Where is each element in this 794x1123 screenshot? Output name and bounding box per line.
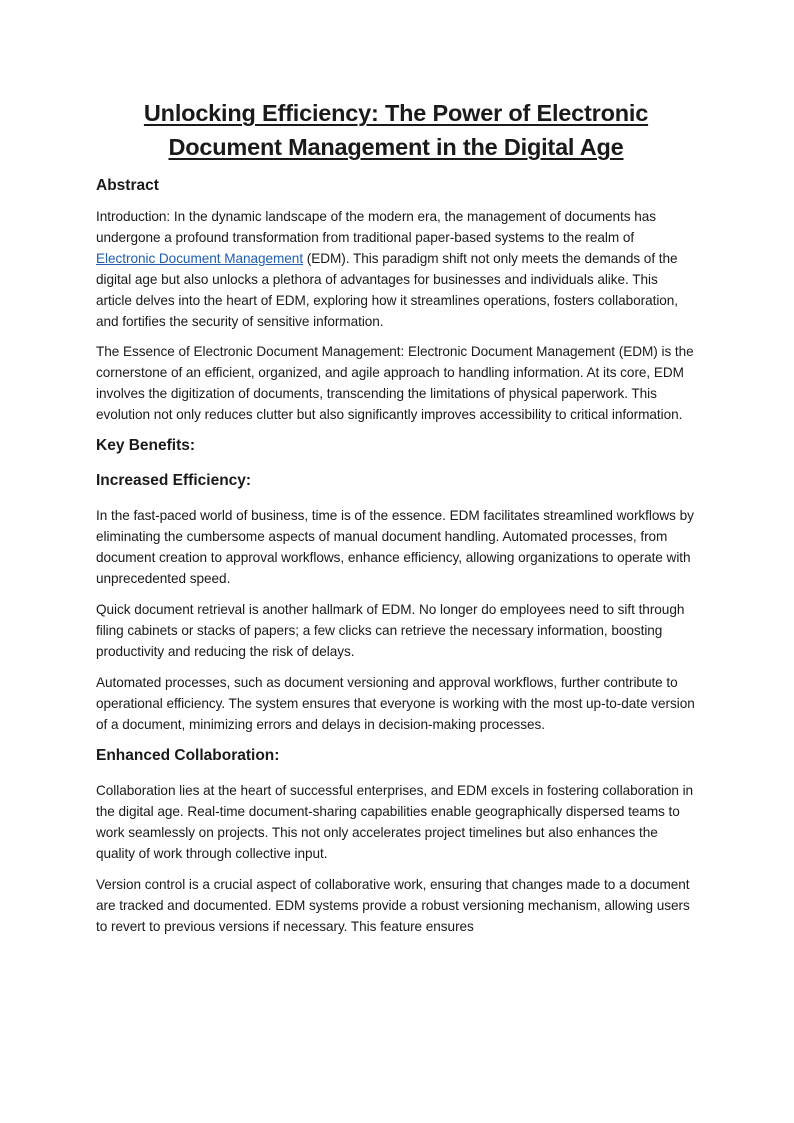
intro-paragraph [96,206,696,332]
intro-text-start: Introduction: In the dynamic landscape of the modern era, the management of documents has undergone a profound transformation from traditional paper-based systems to the realm of [96,209,657,245]
document-title: Unlocking Efficiency: The Power of Electronic Document Management in the Digital Age [143,100,649,160]
efficiency-paragraph-2: Quick document retrieval is another hallmark of EDM. No longer do employees need to sift through filing cabinets or stacks of papers; a few clicks can retrieve the necessary information, boosting productivity and reducing the risk of delays. [96,602,685,659]
key-benefits-heading: Key Benefits: [96,437,196,454]
collaboration-heading: Enhanced Collaboration: [96,747,280,764]
abstract-heading: Abstract [96,177,159,194]
efficiency-heading: Increased Efficiency: [96,472,252,489]
essence-paragraph: The Essence of Electronic Document Management: Electronic Document Management (EDM) is the cornerstone of an efficient, organized, and agile approach to handling information. At its core, EDM involves the digitization of documents, transcending the limitations of physical paperwork. This evolution not only reduces clutter but also significantly improves accessibility to critical information. [96,344,694,422]
collaboration-paragraph-2: Version control is a crucial aspect of collaborative work, ensuring that changes made to a document are tracked and documented. EDM systems provide a robust versioning mechanism, allowing users to revert to previous versions if necessary. This feature ensures [96,877,690,934]
document-page [96,96,696,937]
intro-text-end: (EDM). This paradigm shift not only meets the demands of the digital age but also unlocks a plethora of advantages for businesses and individuals alike. This article delves into the heart of EDM, exploring how it streamlines operations, fosters collaboration, and fortifies the security of sensitive information. [96,251,679,329]
efficiency-paragraph-3: Automated processes, such as document versioning and approval workflows, further contribute to operational efficiency. The system ensures that everyone is working with the most up-to-date version of a document, minimizing errors and delays in decision-making processes. [96,675,695,732]
edm-link[interactable]: Electronic Document Management [96,251,304,266]
collaboration-paragraph-1: Collaboration lies at the heart of successful enterprises, and EDM excels in fostering collaboration in the digital age. Real-time document-sharing capabilities enable geographically dispersed teams to work seamlessly on projects. This not only accelerates project timelines but also enhances the quality of work through collective input. [96,783,694,861]
efficiency-paragraph-1: In the fast-paced world of business, time is of the essence. EDM facilitates streamlined workflows by eliminating the cumbersome aspects of manual document handling. Automated processes, from document creation to approval workflows, enhance efficiency, allowing organizations to operate with unprecedented speed. [96,508,694,586]
